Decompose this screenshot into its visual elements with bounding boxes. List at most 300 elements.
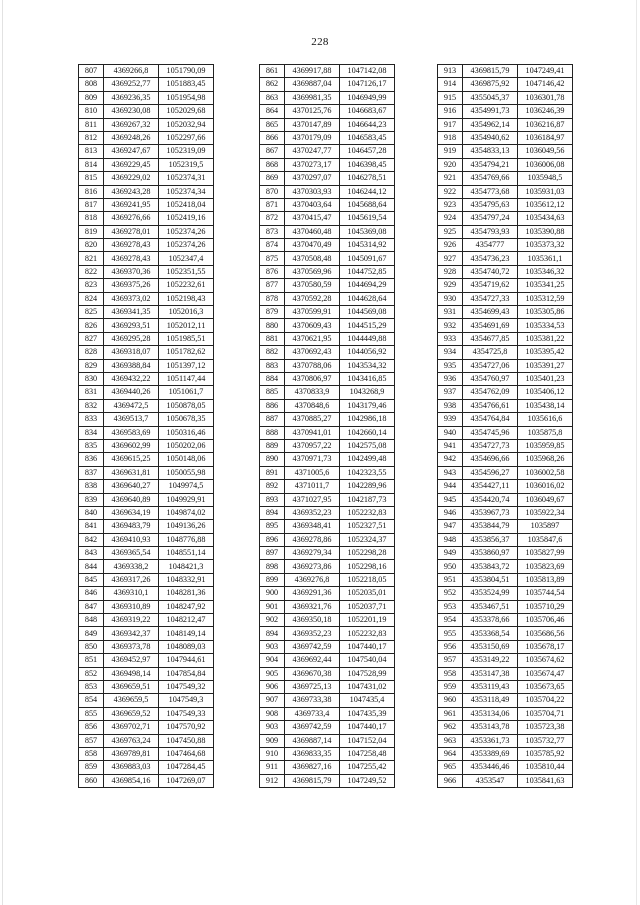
y-coordinate-cell: 1048089,03 [159,640,214,653]
x-coordinate-cell: 4369742,59 [285,640,340,653]
point-number-cell: 845 [79,573,104,586]
point-number-cell: 833 [79,413,104,426]
y-coordinate-cell: 1035744,54 [518,587,573,600]
table-row [438,145,573,158]
y-coordinate-cell: 1035948,5 [518,172,573,185]
table-row [438,225,573,238]
x-coordinate-cell: 4370833,9 [285,386,340,399]
y-coordinate-cell: 1048281,36 [159,587,214,600]
point-number-cell: 844 [79,560,104,573]
table-row [438,533,573,546]
table-row [260,453,395,466]
point-number-cell: 837 [79,466,104,479]
point-number-cell: 958 [438,667,463,680]
point-number-cell: 910 [260,747,285,760]
y-coordinate-cell: 1044752,85 [340,265,395,278]
table-row [438,346,573,359]
y-coordinate-cell: 1046244,12 [340,185,395,198]
point-number-cell: 849 [79,627,104,640]
y-coordinate-cell: 1047570,92 [159,721,214,734]
x-coordinate-cell: 4369483,79 [104,520,159,533]
x-coordinate-cell: 4369763,24 [104,734,159,747]
y-coordinate-cell: 1052198,43 [159,292,214,305]
y-coordinate-cell: 1052324,37 [340,533,395,546]
table-row [438,332,573,345]
y-coordinate-cell: 1050316,46 [159,426,214,439]
y-coordinate-cell: 1052319,5 [159,158,214,171]
point-number-cell: 874 [260,239,285,252]
x-coordinate-cell: 4353967,73 [463,506,518,519]
table-row [260,185,395,198]
table-row [79,547,214,560]
table-row [438,413,573,426]
table-row [79,466,214,479]
table-row [260,600,395,613]
point-number-cell: 904 [260,654,285,667]
y-coordinate-cell: 1052319,09 [159,145,214,158]
table-row [438,573,573,586]
point-number-cell: 817 [79,198,104,211]
point-number-cell: 843 [79,547,104,560]
point-number-cell: 810 [79,105,104,118]
y-coordinate-cell: 1052351,55 [159,265,214,278]
point-number-cell: 878 [260,292,285,305]
table-row [79,225,214,238]
table-row [260,734,395,747]
table-row [260,131,395,144]
table-row [79,306,214,319]
y-coordinate-cell: 1035931,03 [518,185,573,198]
y-coordinate-cell: 1044515,29 [340,319,395,332]
x-coordinate-cell: 4354769,66 [463,172,518,185]
table-row [260,306,395,319]
point-number-cell: 880 [260,319,285,332]
point-number-cell: 946 [438,506,463,519]
y-coordinate-cell: 1035346,32 [518,265,573,278]
table-row [79,640,214,653]
table-row [260,426,395,439]
table-row [438,654,573,667]
table-row [438,78,573,91]
point-number-cell: 942 [438,453,463,466]
y-coordinate-cell: 1043268,9 [340,386,395,399]
point-number-cell: 838 [79,480,104,493]
y-coordinate-cell: 1051954,98 [159,91,214,104]
x-coordinate-cell: 4370957,22 [285,439,340,452]
y-coordinate-cell: 1052232,83 [340,627,395,640]
table-row [79,372,214,385]
table-row [260,359,395,372]
table-row [438,292,573,305]
point-number-cell: 866 [260,131,285,144]
y-coordinate-cell: 1050678,35 [159,413,214,426]
y-coordinate-cell: 1051061,7 [159,386,214,399]
y-coordinate-cell: 1047854,84 [159,667,214,680]
x-coordinate-cell: 4370297,07 [285,172,340,185]
table-row [260,560,395,573]
point-number-cell: 867 [260,145,285,158]
table-row [79,439,214,452]
point-number-cell: 959 [438,680,463,693]
y-coordinate-cell: 1052347,4 [159,252,214,265]
x-coordinate-cell: 4369615,25 [104,453,159,466]
x-coordinate-cell: 4370592,28 [285,292,340,305]
point-number-cell: 859 [79,761,104,774]
point-number-cell: 928 [438,265,463,278]
point-number-cell: 893 [260,493,285,506]
table-row [260,91,395,104]
y-coordinate-cell: 1045091,67 [340,252,395,265]
x-coordinate-cell: 4369293,51 [104,319,159,332]
table-row [438,319,573,332]
y-coordinate-cell: 1046683,67 [340,105,395,118]
table-row [438,493,573,506]
y-coordinate-cell: 1035706,46 [518,614,573,627]
x-coordinate-cell: 4353147,38 [463,667,518,680]
point-number-cell: 834 [79,426,104,439]
point-number-cell: 957 [438,654,463,667]
table-row [438,439,573,452]
x-coordinate-cell: 4369725,13 [285,680,340,693]
table-row [438,707,573,720]
y-coordinate-cell: 1050202,06 [159,439,214,452]
x-coordinate-cell: 4354833,13 [463,145,518,158]
point-number-cell: 813 [79,145,104,158]
point-number-cell: 917 [438,118,463,131]
x-coordinate-cell: 4369659,5 [104,694,159,707]
y-coordinate-cell: 1043179,46 [340,399,395,412]
point-number-cell: 898 [260,560,285,573]
x-coordinate-cell: 4354699,43 [463,306,518,319]
point-number-cell: 876 [260,265,285,278]
x-coordinate-cell: 4369248,26 [104,131,159,144]
y-coordinate-cell: 1052201,19 [340,614,395,627]
point-number-cell: 919 [438,145,463,158]
point-number-cell: 948 [438,533,463,546]
point-number-cell: 915 [438,91,463,104]
table-row [79,774,214,787]
point-number-cell: 909 [260,734,285,747]
table-row [79,680,214,693]
y-coordinate-cell: 1050055,98 [159,466,214,479]
x-coordinate-cell: 4370179,09 [285,131,340,144]
table-row [79,158,214,171]
y-coordinate-cell: 1048551,14 [159,547,214,560]
point-number-cell: 828 [79,346,104,359]
y-coordinate-cell: 1049974,5 [159,480,214,493]
coordinates-table-2 [259,64,395,788]
y-coordinate-cell: 1035704,22 [518,694,573,707]
scan-edge-right [636,0,637,905]
x-coordinate-cell: 4354420,74 [463,493,518,506]
table-row [260,493,395,506]
point-number-cell: 938 [438,399,463,412]
x-coordinate-cell: 4369266,8 [104,65,159,78]
x-coordinate-cell: 4369875,92 [463,78,518,91]
table-row [438,279,573,292]
x-coordinate-cell: 4371005,6 [285,466,340,479]
x-coordinate-cell: 4354740,72 [463,265,518,278]
point-number-cell: 921 [438,172,463,185]
table-row [79,721,214,734]
x-coordinate-cell: 4369295,28 [104,332,159,345]
table-row [79,131,214,144]
y-coordinate-cell: 1036002,58 [518,466,573,479]
table-row [438,359,573,372]
table-row [438,453,573,466]
point-number-cell: 808 [79,78,104,91]
table-row [260,533,395,546]
table-row [79,212,214,225]
table-row [260,614,395,627]
table-row [438,105,573,118]
point-number-cell: 949 [438,547,463,560]
x-coordinate-cell: 4369267,32 [104,118,159,131]
table-row [79,319,214,332]
y-coordinate-cell: 1048247,92 [159,600,214,613]
y-coordinate-cell: 1047528,99 [340,667,395,680]
x-coordinate-cell: 4353547 [463,774,518,787]
y-coordinate-cell: 1047464,68 [159,747,214,760]
x-coordinate-cell: 4369352,23 [285,506,340,519]
point-number-cell: 895 [260,520,285,533]
x-coordinate-cell: 4353446,46 [463,761,518,774]
x-coordinate-cell: 4369815,79 [463,65,518,78]
table-row [79,614,214,627]
x-coordinate-cell: 4354773,68 [463,185,518,198]
y-coordinate-cell: 1046644,23 [340,118,395,131]
y-coordinate-cell: 1052016,3 [159,306,214,319]
x-coordinate-cell: 4370692,43 [285,346,340,359]
y-coordinate-cell: 1052374,26 [159,239,214,252]
point-number-cell: 882 [260,346,285,359]
table-row [79,600,214,613]
table-row [438,185,573,198]
x-coordinate-cell: 4354766,61 [463,399,518,412]
point-number-cell: 931 [438,306,463,319]
table-row [260,65,395,78]
point-number-cell: 884 [260,372,285,385]
table-row [260,707,395,720]
y-coordinate-cell: 1052297,66 [159,131,214,144]
x-coordinate-cell: 4370885,27 [285,413,340,426]
table-row [438,547,573,560]
y-coordinate-cell: 1047435,39 [340,707,395,720]
x-coordinate-cell: 4369278,43 [104,239,159,252]
table-row [79,761,214,774]
x-coordinate-cell: 4369241,95 [104,198,159,211]
x-coordinate-cell: 4353368,54 [463,627,518,640]
point-number-cell: 920 [438,158,463,171]
y-coordinate-cell: 1047450,88 [159,734,214,747]
y-coordinate-cell: 1049874,02 [159,506,214,519]
x-coordinate-cell: 4369252,77 [104,78,159,91]
x-coordinate-cell: 4369319,22 [104,614,159,627]
table-row [79,520,214,533]
table-row [438,131,573,144]
y-coordinate-cell: 1036184,97 [518,131,573,144]
x-coordinate-cell: 4369247,67 [104,145,159,158]
y-coordinate-cell: 1035395,42 [518,346,573,359]
x-coordinate-cell: 4369342,37 [104,627,159,640]
y-coordinate-cell: 1035381,22 [518,332,573,345]
table-row [438,265,573,278]
y-coordinate-cell: 1047549,32 [159,680,214,693]
table-row [79,587,214,600]
x-coordinate-cell: 4354696,66 [463,453,518,466]
y-coordinate-cell: 1052029,68 [159,105,214,118]
x-coordinate-cell: 4369350,18 [285,614,340,627]
x-coordinate-cell: 4369733,38 [285,694,340,707]
table-row [79,493,214,506]
y-coordinate-cell: 1035361,1 [518,252,573,265]
table-row [260,319,395,332]
y-coordinate-cell: 1035823,69 [518,560,573,573]
table-row [260,212,395,225]
x-coordinate-cell: 4370147,89 [285,118,340,131]
table-row [260,506,395,519]
table-row [438,65,573,78]
point-number-cell: 815 [79,172,104,185]
y-coordinate-cell: 1042986,18 [340,413,395,426]
y-coordinate-cell: 1052218,05 [340,573,395,586]
point-number-cell: 940 [438,426,463,439]
point-number-cell: 860 [79,774,104,787]
point-number-cell: 934 [438,346,463,359]
table-row [260,172,395,185]
y-coordinate-cell: 1046949,99 [340,91,395,104]
x-coordinate-cell: 4369365,54 [104,547,159,560]
x-coordinate-cell: 4354962,14 [463,118,518,131]
table-row [438,600,573,613]
table-row [260,279,395,292]
table-row [438,721,573,734]
point-number-cell: 820 [79,239,104,252]
table-row [79,185,214,198]
x-coordinate-cell: 4369789,81 [104,747,159,760]
point-number-cell: 871 [260,198,285,211]
x-coordinate-cell: 4369640,27 [104,480,159,493]
x-coordinate-cell: 4354727,06 [463,359,518,372]
point-number-cell: 962 [438,721,463,734]
y-coordinate-cell: 1045369,08 [340,225,395,238]
x-coordinate-cell: 4353844,79 [463,520,518,533]
x-coordinate-cell: 4353134,06 [463,707,518,720]
point-number-cell: 901 [260,600,285,613]
point-number-cell: 853 [79,680,104,693]
table-row [79,573,214,586]
x-coordinate-cell: 4353149,22 [463,654,518,667]
point-number-cell: 822 [79,265,104,278]
x-coordinate-cell: 4369278,01 [104,225,159,238]
table-row [438,386,573,399]
table-row [438,560,573,573]
point-number-cell: 911 [260,761,285,774]
x-coordinate-cell: 4369318,07 [104,346,159,359]
y-coordinate-cell: 1035674,47 [518,667,573,680]
point-number-cell: 926 [438,239,463,252]
point-number-cell: 947 [438,520,463,533]
point-number-cell: 890 [260,453,285,466]
y-coordinate-cell: 1035968,26 [518,453,573,466]
table-row [79,265,214,278]
x-coordinate-cell: 4369733,4 [285,707,340,720]
table-row [260,587,395,600]
y-coordinate-cell: 1035732,77 [518,734,573,747]
y-coordinate-cell: 1035616,6 [518,413,573,426]
y-coordinate-cell: 1047258,48 [340,747,395,760]
table-row [79,694,214,707]
x-coordinate-cell: 4369352,23 [285,627,340,640]
table-row [79,667,214,680]
y-coordinate-cell: 1035305,86 [518,306,573,319]
point-number-cell: 891 [260,466,285,479]
x-coordinate-cell: 4370941,01 [285,426,340,439]
x-coordinate-cell: 4371027,95 [285,493,340,506]
table-row [438,306,573,319]
x-coordinate-cell: 4369670,38 [285,667,340,680]
x-coordinate-cell: 4353143,78 [463,721,518,734]
x-coordinate-cell: 4369498,14 [104,667,159,680]
x-coordinate-cell: 4369291,36 [285,587,340,600]
table-row [79,65,214,78]
point-number-cell: 825 [79,306,104,319]
table-row [438,640,573,653]
table-row [438,506,573,519]
y-coordinate-cell: 1052374,26 [159,225,214,238]
x-coordinate-cell: 4355045,37 [463,91,518,104]
y-coordinate-cell: 1042660,14 [340,426,395,439]
table-row [79,118,214,131]
table-row [438,667,573,680]
y-coordinate-cell: 1047269,07 [159,774,214,787]
point-number-cell: 941 [438,439,463,452]
x-coordinate-cell: 4354736,23 [463,252,518,265]
point-number-cell: 872 [260,212,285,225]
point-number-cell: 935 [438,359,463,372]
x-coordinate-cell: 4369917,88 [285,65,340,78]
y-coordinate-cell: 1035612,12 [518,198,573,211]
table-row [260,520,395,533]
y-coordinate-cell: 1035341,25 [518,279,573,292]
y-coordinate-cell: 1042323,55 [340,466,395,479]
point-number-cell: 850 [79,640,104,653]
point-number-cell: 953 [438,600,463,613]
point-number-cell: 913 [438,65,463,78]
y-coordinate-cell: 1052418,04 [159,198,214,211]
y-coordinate-cell: 1047126,17 [340,78,395,91]
y-coordinate-cell: 1035785,92 [518,747,573,760]
point-number-cell: 900 [260,587,285,600]
point-number-cell: 896 [260,533,285,546]
x-coordinate-cell: 4369229,45 [104,158,159,171]
scan-edge-left [2,0,3,905]
point-number-cell: 912 [260,774,285,787]
y-coordinate-cell: 1048212,47 [159,614,214,627]
y-coordinate-cell: 1035312,59 [518,292,573,305]
y-coordinate-cell: 1035373,32 [518,239,573,252]
x-coordinate-cell: 4370247,77 [285,145,340,158]
point-number-cell: 897 [260,547,285,560]
point-number-cell: 851 [79,654,104,667]
x-coordinate-cell: 4369883,03 [104,761,159,774]
table-row [79,413,214,426]
x-coordinate-cell: 4369236,35 [104,91,159,104]
point-number-cell: 809 [79,91,104,104]
x-coordinate-cell: 4354795,63 [463,198,518,211]
x-coordinate-cell: 4369243,28 [104,185,159,198]
y-coordinate-cell: 1047549,3 [159,694,214,707]
